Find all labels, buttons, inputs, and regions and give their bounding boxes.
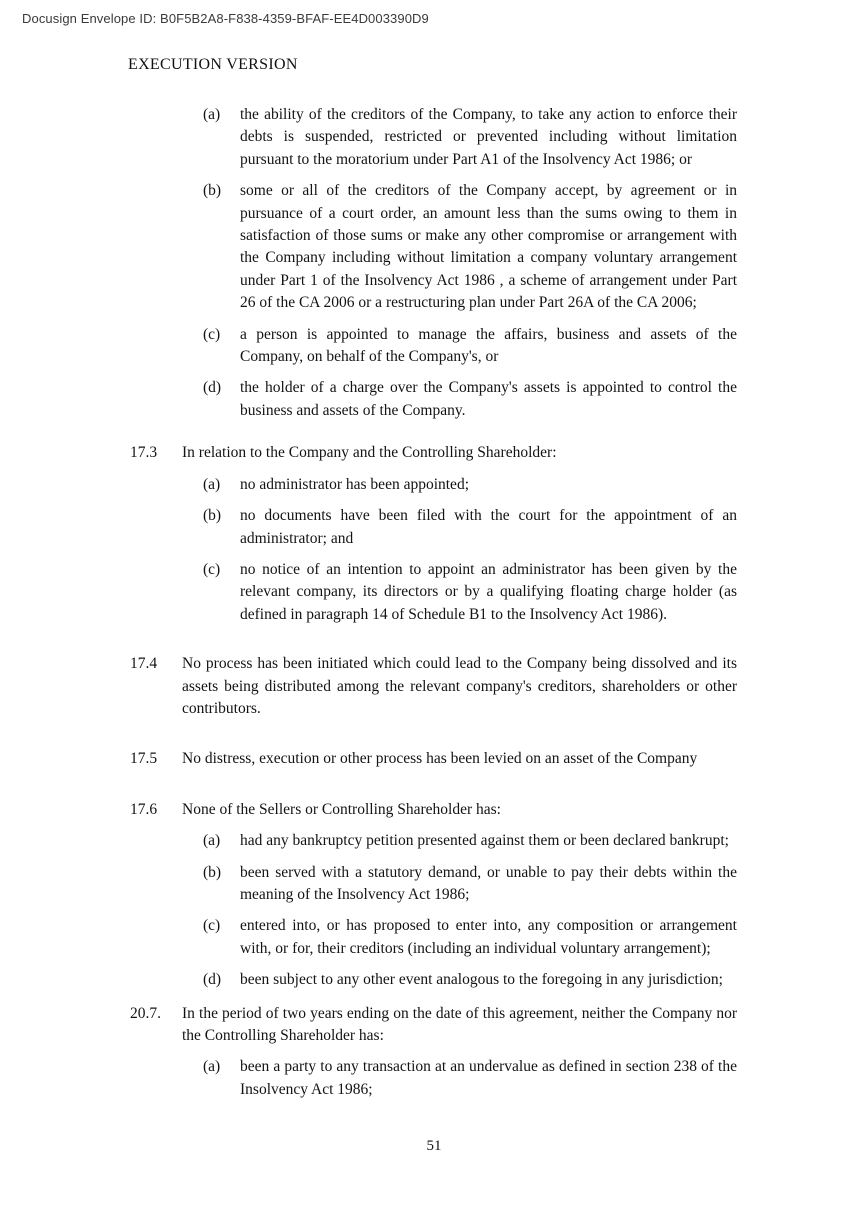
section-item-list	[182, 1056, 737, 1101]
document-body	[130, 104, 737, 1110]
section-body	[182, 1003, 737, 1111]
list-item	[203, 474, 737, 496]
list-item-text: entered into, or has proposed to enter into, any composition or arrangement with, or for, their creditors (including an individual voluntary arrangement);	[240, 917, 737, 957]
list-item-label: (a)	[203, 475, 221, 493]
list-item-label: (c)	[203, 917, 221, 935]
list-item-text: no notice of an intention to appoint an administrator has been given by the relevant company, its directors or by a qualifying floating charge holder (as defined in paragraph 14 of Schedule B1 to the Insolvency Act 1986).	[240, 560, 737, 623]
list-item-label: (a)	[203, 832, 221, 850]
section-item-list	[182, 830, 737, 991]
section-17.6	[130, 799, 737, 1001]
list-item	[203, 559, 737, 626]
section-item-list	[182, 474, 737, 626]
page-number: 51	[426, 1138, 442, 1154]
list-item-text: had any bankruptcy petition presented against them or been declared bankrupt;	[240, 832, 729, 850]
list-item	[203, 1056, 737, 1101]
section-body	[182, 799, 737, 1001]
section-text: None of the Sellers or Controlling Shareholder has:	[182, 800, 501, 818]
list-item-text: the ability of the creditors of the Company, to take any action to enforce their debts is suspended, restricted or prevented including without limitation pursuant to the moratorium under Part A1 of the Insolvency Act 1986; or	[240, 106, 737, 168]
numbered-sections	[130, 442, 737, 1110]
section-body	[182, 748, 737, 770]
list-item-text: a person is appointed to manage the affairs, business and assets of the Company, on behalf of the Company's, or	[240, 325, 737, 366]
section-text: No process has been initiated which could lead to the Company being dissolved and its assets being distributed among the relevant company's creditors, shareholders or other contributors.	[182, 655, 737, 717]
section-20.7	[130, 1003, 737, 1111]
intro-clause-list	[130, 104, 737, 422]
section-text: No distress, execution or other process has been levied on an asset of the Company	[182, 750, 698, 768]
list-item-text: been a party to any transaction at an undervalue as defined in section 238 of the Insolvency Act 1986;	[240, 1058, 737, 1098]
list-item-label: (b)	[203, 863, 222, 881]
list-item-label: (a)	[203, 1058, 221, 1076]
list-item-text: been subject to any other event analogous to the foregoing in any jurisdiction;	[240, 971, 723, 989]
section-body	[182, 653, 737, 720]
list-item	[203, 180, 737, 314]
section-number: 17.5	[130, 750, 158, 768]
section-body	[182, 442, 737, 635]
section-17.5	[130, 748, 737, 770]
list-item-text: been served with a statutory demand, or unable to pay their debts within the meaning of the Insolvency Act 1986;	[240, 863, 737, 903]
list-item	[203, 377, 737, 422]
list-item	[203, 830, 737, 852]
list-item-text: some or all of the creditors of the Company accept, by agreement or in pursuance of a court order, an amount less than the sums owing to them in satisfaction of those sums or make any other compromise or arrangement with the Company including without limitation a company voluntary arrangement under Part 1 of the Insolvency Act 1986 , a scheme of arrangement under Part 26 of the CA 2006 or a restructuring plan under Part 26A of the CA 2006;	[240, 182, 737, 312]
section-17.4	[130, 653, 737, 720]
section-number: 20.7.	[130, 1004, 161, 1022]
list-item-text: no administrator has been appointed;	[240, 475, 469, 493]
list-item	[203, 104, 737, 171]
list-item-text: the holder of a charge over the Company's assets is appointed to control the business and assets of the Company.	[240, 379, 737, 419]
list-item-label: (b)	[203, 507, 222, 525]
list-item	[203, 505, 737, 550]
list-item	[203, 324, 737, 369]
list-item	[203, 862, 737, 907]
list-item-label: (b)	[203, 182, 222, 200]
list-item-label: (c)	[203, 560, 221, 578]
list-item	[203, 969, 737, 991]
section-number: 17.4	[130, 655, 158, 673]
list-item-text: no documents have been filed with the court for the appointment of an administrator; and	[240, 507, 737, 547]
execution-version-label: EXECUTION VERSION	[128, 56, 298, 73]
list-item-label: (c)	[203, 325, 221, 343]
docusign-envelope-id: Docusign Envelope ID: B0F5B2A8-F838-4359-BFAF-EE4D003390D9	[22, 11, 429, 26]
section-text: In the period of two years ending on the date of this agreement, neither the Company nor the Controlling Shareholder has:	[182, 1004, 737, 1044]
list-item-label: (a)	[203, 106, 221, 123]
section-number: 17.3	[130, 444, 158, 462]
list-item	[203, 915, 737, 960]
list-item-label: (d)	[203, 971, 222, 989]
list-item-label: (d)	[203, 379, 222, 397]
section-number: 17.6	[130, 800, 158, 818]
section-17.3	[130, 442, 737, 635]
section-text: In relation to the Company and the Controlling Shareholder:	[182, 444, 557, 462]
